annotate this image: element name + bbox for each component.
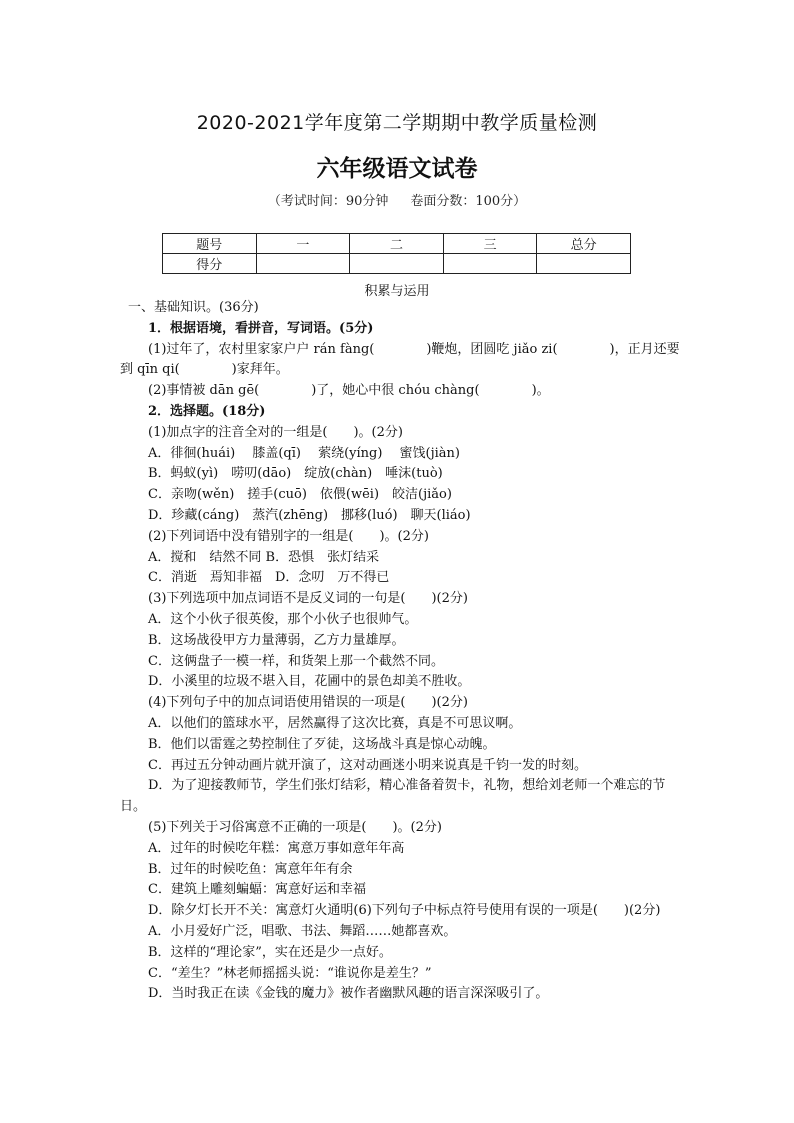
score-cell: 得分 [163,254,257,274]
option-a: A．小月爱好广泛，唱歌、书法、舞蹈……她都喜欢。 [148,923,457,939]
option-c: C．建筑上雕刻蝙蝠：寓意好运和幸福 [148,882,366,898]
option-d: D．当时我正在读《金钱的魔力》被作者幽默风趣的语言深深吸引了。 [148,986,549,1002]
exam-subtitle: 六年级语文试卷 [316,156,478,182]
option-c: C．“差生？”林老师摇摇头说：“谁说你是差生？” [148,965,432,981]
score-cell: 题号 [163,234,257,254]
question-text: (5)下列关于习俗寓意不正确的一项是( )。(2分) [148,819,442,835]
option-b: B．这场战役甲方力量薄弱，乙方力量雄厚。 [148,632,405,648]
exam-title: 2020-2021学年度第二学期期中教学质量检测 [196,112,598,134]
question-text: (1)加点字的注音全对的一组是( )。(2分) [148,424,403,440]
option-d: D．为了迎接教师节，学生们张灯结彩，精心准备着贺卡，礼物，想给刘老师一个难忘的节日。 [120,778,666,815]
question-text: (1)过年了，农村里家家户户 rán fàng( )鞭炮，团圆吃 jiǎo zi( )，正月还要到 qīn qi( )家拜年。 [120,341,680,378]
question-text: (2)下列词语中没有错别字的一组是( )。(2分) [148,528,429,544]
score-table-score-row [163,254,631,274]
option-a: A．徘徊(huái) 膝盖(qī) 萦绕(yíng) 蜜饯(jiàn) [148,445,461,461]
question-text: (2)事情被 dān gē( )了，她心中很 chóu chàng( )。 [148,383,550,399]
option-b: B．过年的时候吃鱼：寓意年年有余 [148,861,353,877]
score-input-cell[interactable] [537,254,631,274]
exam-score: 卷面分数：100分） [410,194,527,209]
option-a: A．以他们的篮球水平，居然赢得了这次比赛，真是不可思议啊。 [148,715,522,731]
option-b: B．这样的“理论家”，实在还是少一点好。 [148,944,392,960]
option-b: B．蚂蚁(yì) 唠叨(dāo) 绽放(chàn) 唾沫(tuò) [148,466,443,482]
option-c: C．这俩盘子一模一样，和货架上那一个截然不同。 [148,653,444,669]
score-table-header-row [163,234,631,254]
score-cell: 二 [350,234,444,254]
option-d: D．珍藏(cáng) 蒸汽(zhēng) 挪移(luó) 聊天(liáo) [148,507,471,523]
score-cell: 一 [256,234,350,254]
question-heading: 2．选择题。(18分) [148,403,266,419]
score-input-cell[interactable] [256,254,350,274]
exam-time: （考试时间：90分钟 [267,194,389,209]
option-ab: A．搅和 结然不同 B．恐惧 张灯结采 [148,549,380,565]
score-cell: 总分 [537,234,631,254]
option-d: D．除夕灯长开不关：寓意灯火通明(6)下列句子中标点符号使用有误的一项是( )(2分) [148,903,661,919]
option-b: B．他们以雷霆之势控制住了歹徒，这场战斗真是惊心动魄。 [148,736,496,752]
option-a: A．这个小伙子很英俊，那个小伙子也很帅气。 [148,611,418,627]
option-c: C．再过五分钟动画片就开演了，这对动画迷小明来说真是千钧一发的时刻。 [148,757,587,773]
option-d: D．小溪里的垃圾不堪入目，花圃中的景色却美不胜收。 [148,674,471,690]
question-text: (3)下列选项中加点词语不是反义词的一句是( )(2分) [148,591,468,607]
option-c: C．亲吻(wěn) 搓手(cuō) 依偎(wēi) 皎洁(jiǎo) [148,487,452,503]
option-a: A．过年的时候吃年糕：寓意万事如意年年高 [148,840,405,856]
score-table [162,233,631,274]
question-body [120,298,680,1005]
score-cell: 三 [443,234,537,254]
score-input-cell[interactable] [443,254,537,274]
question-heading: 1．根据语境，看拼音，写词语。(5分) [148,320,374,336]
section-title: 积累与运用 [364,284,430,299]
option-cd: C．消逝 焉知非福 D．念叨 万不得已 [148,570,390,586]
exam-info [0,190,794,209]
part-heading: 一、基础知识。(36分) [128,300,259,315]
question-text: (4)下列句子中的加点词语使用错误的一项是( )(2分) [148,695,468,711]
score-input-cell[interactable] [350,254,444,274]
